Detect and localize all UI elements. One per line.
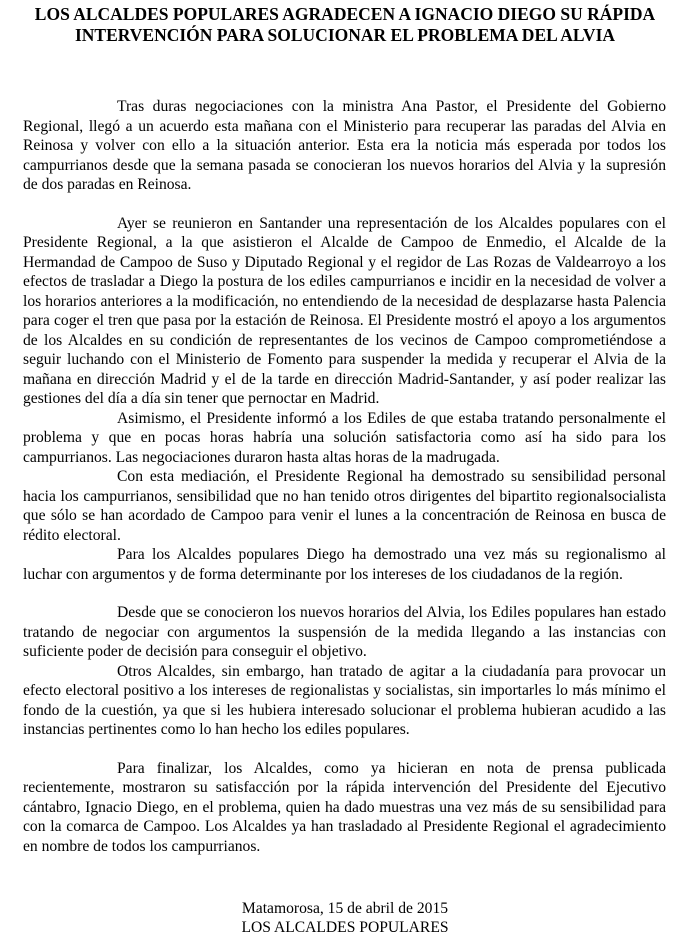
- paragraph: Con esta mediación, el Presidente Regional ha demostrado su sensibilidad personal hacia los campurrianos, sensibilidad que no han tenido otros dirigentes del bipartito regionalsocialista que sólo se han acordado de Campoo para venir el lunes a la concentración de Reinosa en busca de rédito electoral.: [23, 468, 666, 544]
- paragraph: Ayer se reunieron en Santander una representación de los Alcaldes populares con el Presidente Regional, a la que asistieron el Alcalde de Campoo de Enmedio, el Alcalde de la Hermandad de Campoo de Suso y Diputado Regional y el regidor de Las Rozas de Valdearroyo a los efectos de trasladar a Diego la postura de los ediles campurrianos e incidir en la necesidad de volver a los horarios anteriores a la modificación, no entendiendo de la necesidad de desplazarse hasta Palencia para coger el tren que pasa por la estación de Reinosa. El Presidente mostró el apoyo a los argumentos de los Alcaldes en su condición de representantes de los vecinos de Campoo comprometiéndose a seguir luchando con el Ministerio de Fomento para suspender la medida y recuperar el Alvia de la mañana en dirección Madrid y el de la tarde en dirección Madrid-Santander, y así poder realizar las gestiones del día a día sin tener que pernoctar en Madrid.: [23, 214, 666, 407]
- paragraph: Para finalizar, los Alcaldes, como ya hicieran en nota de prensa publicada recientemente, mostraron su satisfacción por la rápida intervención del Presidente del Ejecutivo cántabro, Ignacio Diego, en el problema, quien ha dado muestras una vez más de su sensibilidad para con la comarca de Campoo. Los Alcaldes ya han trasladado al Presidente Regional el agradecimiento en nombre de todos los campurrianos.: [23, 759, 666, 855]
- signature-block: [0, 899, 690, 937]
- paragraph: Otros Alcaldes, sin embargo, han tratado de agitar a la ciudadanía para provocar un efecto electoral positivo a los intereses de regionalistas y socialistas, sin importarles lo más mínimo el fondo de la cuestión, ya que si les hubiera interesado solucionar el problema hubieran acudido a las instancias pertinentes como lo han hecho los ediles populares.: [23, 662, 666, 738]
- paragraph: Para los Alcaldes populares Diego ha demostrado una vez más su regionalismo al luchar con argumentos y de forma determinante por los intereses de los ciudadanos de la región.: [23, 546, 666, 583]
- signer: LOS ALCALDES POPULARES: [241, 919, 449, 936]
- paragraph: Tras duras negociaciones con la ministra Ana Pastor, el Presidente del Gobierno Regional, llegó a un acuerdo esta mañana con el Ministerio para recuperar las paradas del Alvia en Reinosa y volver con ello a la situación anterior. Esta era la noticia más esperada por todos los campurrianos desde que la semana pasada se conocieran los nuevos horarios del Alvia y la supresión de dos paradas en Reinosa.: [23, 98, 666, 193]
- document-body: [23, 97, 666, 856]
- paragraph: Asimismo, el Presidente informó a los Ediles de que estaba tratando personalmente el problema y que en pocas horas habría una solución satisfactoria como así ha sido para los campurrianos. Las negociaciones duraron hasta altas horas de la madrugada.: [23, 409, 666, 466]
- paragraph: Desde que se conocieron los nuevos horarios del Alvia, los Ediles populares han estado tratando de negociar con argumentos la suspensión de la medida llegando a las instancias con suficiente poder de decisión para conseguir el objetivo.: [23, 604, 666, 660]
- place-date: Matamorosa, 15 de abril de 2015: [241, 900, 449, 917]
- document-title: LOS ALCALDES POPULARES AGRADECEN A IGNACIO DIEGO SU RÁPIDA INTERVENCIÓN PARA SOLUCIONAR EL PROBLEMA DEL ALVIA: [34, 4, 656, 45]
